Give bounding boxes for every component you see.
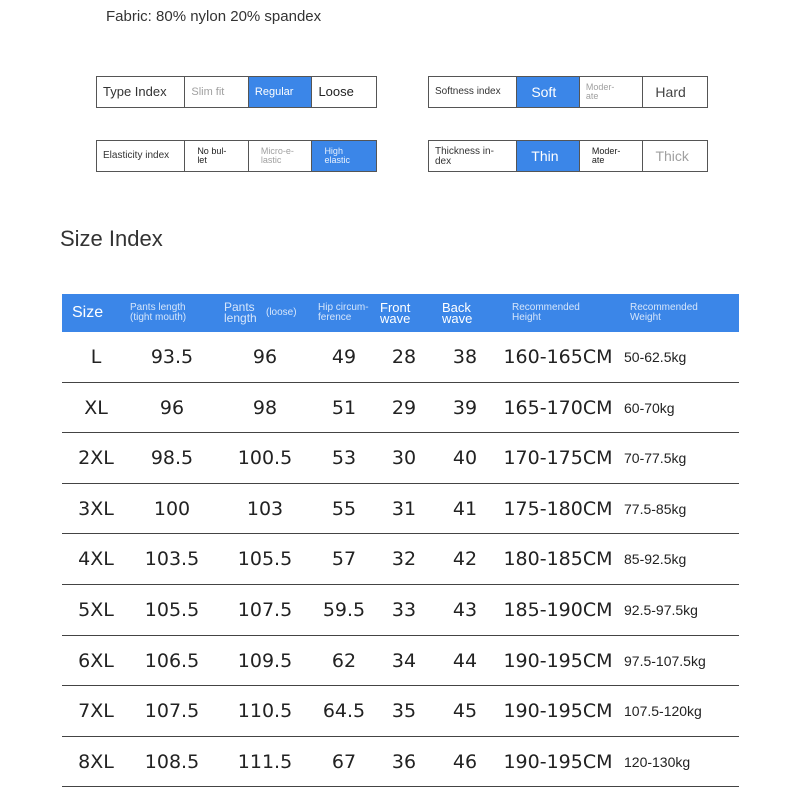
cell-pants-length-tight: 106.5 xyxy=(144,649,200,672)
cell-pants-length-loose: 98 xyxy=(252,396,278,419)
thickness-option-thick[interactable]: Thick xyxy=(655,148,689,164)
cell-pants-length-tight: 103.5 xyxy=(144,548,200,571)
header-recommended-height: Recommended Height xyxy=(512,302,580,323)
cell-pants-length-loose: 110.5 xyxy=(237,700,293,723)
cell-hip-circumference: 67 xyxy=(331,750,357,773)
cell-size: XL xyxy=(84,396,108,419)
cell-recommended-height: 190-195CM xyxy=(503,750,613,773)
cell-recommended-weight: 92.5-97.5kg xyxy=(624,601,698,618)
cell-recommended-height: 170-175CM xyxy=(503,447,613,470)
size-index-title: Size Index xyxy=(60,226,163,251)
cell-size: 2XL xyxy=(78,447,114,470)
softness-option-moderate[interactable]: Moder- ate xyxy=(580,77,644,107)
cell-size: 7XL xyxy=(78,700,114,723)
cell-pants-length-loose: 100.5 xyxy=(237,447,293,470)
elasticity-option-micro-elastic[interactable]: Micro-e- lastic xyxy=(249,141,313,171)
cell-back-wave: 40 xyxy=(452,447,478,470)
cell-hip-circumference: 64.5 xyxy=(322,700,366,723)
cell-recommended-weight: 107.5-120kg xyxy=(624,703,702,720)
cell-recommended-weight: 97.5-107.5kg xyxy=(624,652,706,669)
cell-recommended-height: 190-195CM xyxy=(503,700,613,723)
cell-front-wave: 28 xyxy=(391,346,417,368)
type-index-bar xyxy=(96,76,377,108)
cell-front-wave: 36 xyxy=(391,750,417,773)
header-pants-loose-note: (loose) xyxy=(266,307,297,318)
thickness-option-moderate[interactable]: Moder- ate xyxy=(580,141,644,171)
cell-size: 4XL xyxy=(78,548,114,571)
cell-recommended-weight: 50-62.5kg xyxy=(624,349,687,365)
cell-back-wave: 38 xyxy=(452,346,478,368)
table-row xyxy=(62,686,739,737)
cell-recommended-height: 165-170CM xyxy=(503,396,613,419)
header-front-wave: Front wave xyxy=(380,300,411,326)
cell-hip-circumference: 51 xyxy=(331,396,357,419)
cell-pants-length-loose: 109.5 xyxy=(237,649,293,672)
cell-recommended-height: 160-165CM xyxy=(503,346,613,368)
cell-back-wave: 43 xyxy=(452,598,478,621)
cell-recommended-height: 185-190CM xyxy=(503,598,613,621)
cell-back-wave: 39 xyxy=(452,396,478,419)
cell-size: 3XL xyxy=(78,497,114,520)
size-table-header xyxy=(62,294,739,332)
cell-front-wave: 34 xyxy=(391,649,417,672)
cell-recommended-height: 180-185CM xyxy=(503,548,613,571)
cell-hip-circumference: 49 xyxy=(331,346,357,368)
table-row xyxy=(62,534,739,585)
size-table-body xyxy=(62,332,739,787)
header-hip-circumference: Hip circum- ference xyxy=(318,302,369,323)
cell-pants-length-tight: 93.5 xyxy=(150,346,194,368)
cell-pants-length-loose: 96 xyxy=(252,346,278,368)
cell-hip-circumference: 53 xyxy=(331,447,357,470)
cell-front-wave: 35 xyxy=(391,700,417,723)
softness-option-hard[interactable]: Hard xyxy=(655,84,686,100)
cell-pants-length-tight: 107.5 xyxy=(144,700,200,723)
cell-back-wave: 44 xyxy=(452,649,478,672)
cell-size: 8XL xyxy=(78,750,114,773)
elasticity-index-bar xyxy=(96,140,377,172)
thickness-option-thin[interactable]: Thin xyxy=(517,141,580,171)
cell-front-wave: 31 xyxy=(391,497,417,520)
cell-front-wave: 30 xyxy=(391,447,417,470)
header-back-wave: Back wave xyxy=(442,300,473,326)
cell-recommended-weight: 85-92.5kg xyxy=(624,551,687,568)
cell-hip-circumference: 62 xyxy=(331,649,357,672)
table-row xyxy=(62,484,739,535)
cell-pants-length-tight: 105.5 xyxy=(144,598,200,621)
table-row xyxy=(62,585,739,636)
cell-size: 5XL xyxy=(78,598,114,621)
header-size: Size xyxy=(72,304,104,321)
cell-pants-length-loose: 107.5 xyxy=(237,598,293,621)
cell-front-wave: 33 xyxy=(391,598,417,621)
thickness-index-bar xyxy=(428,140,708,172)
cell-recommended-height: 175-180CM xyxy=(503,497,613,520)
type-option-loose[interactable]: Loose xyxy=(318,84,354,99)
cell-hip-circumference: 59.5 xyxy=(322,598,366,621)
softness-index-label: Softness index xyxy=(429,77,517,107)
table-row xyxy=(62,737,739,788)
cell-recommended-weight: 60-70kg xyxy=(624,399,675,416)
cell-back-wave: 42 xyxy=(452,548,478,571)
softness-index-bar xyxy=(428,76,708,108)
cell-recommended-weight: 77.5-85kg xyxy=(624,500,687,517)
cell-recommended-height: 190-195CM xyxy=(503,649,613,672)
elasticity-option-high-elastic[interactable]: High elastic xyxy=(312,141,376,171)
type-index-label: Type Index xyxy=(97,77,185,107)
cell-pants-length-tight: 100 xyxy=(153,497,191,520)
cell-back-wave: 41 xyxy=(452,497,478,520)
cell-size: 6XL xyxy=(78,649,114,672)
cell-pants-length-loose: 103 xyxy=(246,497,284,520)
cell-pants-length-tight: 98.5 xyxy=(150,447,194,470)
header-recommended-weight: Recommended Weight xyxy=(630,302,698,323)
cell-pants-length-loose: 105.5 xyxy=(237,548,293,571)
cell-recommended-weight: 120-130kg xyxy=(624,753,691,770)
fabric-composition: Fabric: 80% nylon 20% spandex xyxy=(106,8,322,25)
header-pants-length-loose: Pants length xyxy=(224,300,257,325)
type-option-regular[interactable]: Regular xyxy=(249,77,313,107)
cell-pants-length-tight: 108.5 xyxy=(144,750,200,773)
cell-size: L xyxy=(90,346,102,368)
table-row xyxy=(62,383,739,434)
elasticity-index-label: Elasticity index xyxy=(97,141,185,171)
cell-back-wave: 45 xyxy=(452,700,478,723)
cell-pants-length-loose: 111.5 xyxy=(237,750,293,773)
cell-front-wave: 29 xyxy=(391,396,417,419)
table-row xyxy=(62,636,739,687)
table-row xyxy=(62,332,739,383)
table-row xyxy=(62,433,739,484)
type-option-slim-fit[interactable]: Slim fit xyxy=(185,77,249,107)
cell-hip-circumference: 57 xyxy=(331,548,357,571)
thickness-index-label: Thickness in- dex xyxy=(429,141,517,171)
header-pants-length-tight: Pants length (tight mouth) xyxy=(130,302,187,323)
cell-hip-circumference: 55 xyxy=(331,497,357,520)
cell-back-wave: 46 xyxy=(452,750,478,773)
cell-pants-length-tight: 96 xyxy=(159,396,185,419)
size-table xyxy=(62,294,739,787)
elasticity-option-no-bullet[interactable]: No bul- let xyxy=(185,141,249,171)
cell-recommended-weight: 70-77.5kg xyxy=(624,450,687,467)
softness-option-soft[interactable]: Soft xyxy=(517,77,580,107)
cell-front-wave: 32 xyxy=(391,548,417,571)
